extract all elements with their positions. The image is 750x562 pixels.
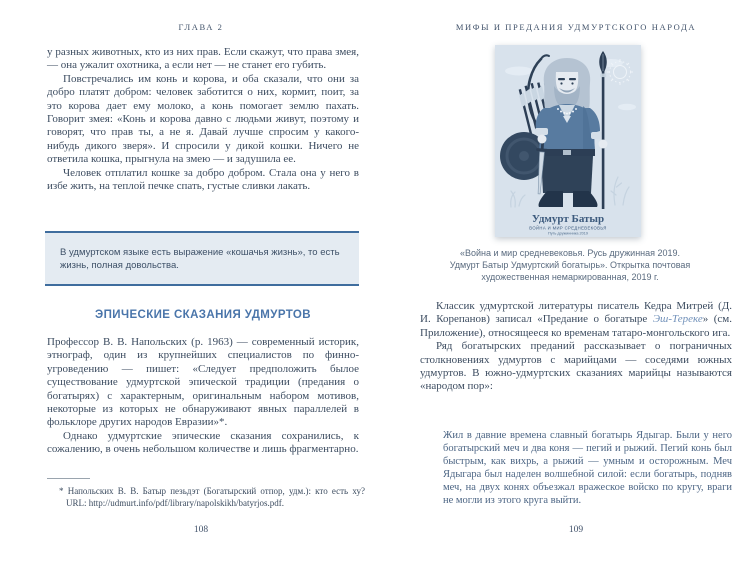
title-reference: Эш-Тереке	[652, 313, 703, 326]
right-hand	[599, 140, 608, 149]
postcard-title: Удмурт Батыр	[531, 213, 605, 225]
caption-line: художественная немаркированная, 2019 г.	[481, 272, 659, 282]
paragraph: Профессор В. В. Напольских (р. 1963) — современный историк, этнограф, один из крупнейших специалистов по финно-угроведению — пишет: «Следует предположить былое существование удмуртской эпической традиции (предания о богатырях) с характерным, оригинальным набором мотивов, некоторые из которых не обнаруживают явных параллелей в фольклоре других народов Евразии»*.	[47, 336, 359, 429]
postcard-illustration	[495, 45, 641, 237]
paragraph: Повстречались им конь и корова, и оба сказали, что они за добро платят добром: человек заботится о них, кормит, поит, за это корова дает ему молоко, а конь помогает землю пахать. Говорит змея: «Конь и корова давно с людьми живут, поэтому и говорят, что прав ты, а не я. Давай лучше спросим у какого-нибудь дикого зверя». И спросили у дикой кошки. Ничего не ответила кошка, прыгнула на змею — и задушила ее.	[47, 72, 359, 166]
left-cuff	[535, 128, 548, 135]
illustration-caption	[410, 247, 730, 283]
paragraph: Ряд богатырских преданий рассказывает о пограничных столкновениях удмуртов с марийцами — соседями южных удмуртов. В южно-удмуртских сказаниях марийцы называются «народом пор»:	[420, 340, 732, 393]
caption-line: Удмурт Батыр Удмуртский богатырь». Открытка почтовая	[449, 260, 691, 270]
lower-tunic	[541, 156, 593, 193]
bogatyr-artwork	[495, 45, 641, 237]
left-body-text-2	[47, 336, 359, 457]
page-number-right: 109	[568, 525, 584, 535]
page-right	[375, 0, 750, 562]
belt-buckle	[563, 150, 571, 155]
paragraph: у разных животных, кто из них прав. Если скажут, что права змея, — она ужалит охотника, а если нет — не станет его губить.	[47, 46, 359, 72]
running-head-chapter: ГЛАВА 2	[178, 22, 224, 32]
footnote: * Напольских В. В. Батыр пезьдэт (Богатырский отпор, удм.): кто есть ху? URL: http://udmurt.info/pdf/library/napolskikh/batyrjos.pdf.	[59, 486, 365, 508]
left-body-text	[47, 46, 359, 193]
text-segment: » (см. Приложение), относящееся ко временам татаро-монгольского ига.	[420, 313, 732, 339]
section-heading: ЭПИЧЕСКИЕ СКАЗАНИЯ УДМУРТОВ	[95, 309, 311, 321]
paragraph	[420, 300, 732, 340]
footnote-divider	[47, 478, 90, 479]
legend-quote: Жил в давние времена славный богатырь Ядыгар. Были у него богатырский меч и два коня — пегий и рыжий. Пегий конь был быстрым, как вихрь, а рыжий — умным и осторожным. Меч Ядыгара был наделен волшебной силой: если богатырь, подняв меч, на двух конях объезжал вражеское войско по кругу, враги не могли из этого круга выйти.	[443, 430, 732, 506]
paragraph: Однако удмуртские эпические сказания сохранились, к сожалению, в очень небольшом количестве и лишь фрагментарно.	[47, 429, 359, 456]
paragraph: Человек отплатил кошке за добро добром. Стала она у него в избе жить, на теплой печке спать, густые сливки лакать.	[47, 166, 359, 193]
right-body-text	[420, 300, 732, 394]
postcard-subsubtitle: Путь дружинника 2019	[548, 231, 588, 236]
left-hand	[538, 135, 547, 144]
caption-line: «Война и мир средневековья. Русь дружинная 2019.	[459, 248, 681, 258]
postcard-subtitle: ВОЙНА И МИР СРЕДНЕВЕКОВЬЯ	[529, 225, 607, 231]
page-number-left: 108	[193, 525, 209, 535]
text-segment: Классик удмуртской литературы писатель Кедра Митрей (Д. И. Корепанов) записал «Предание о богатыре	[420, 300, 732, 326]
running-head-book-title: МИФЫ И ПРЕДАНИЯ УДМУРТСКОГО НАРОДА	[455, 22, 697, 32]
callout-note: В удмуртском языке есть выражение «кошачья жизнь», то есть жизнь, полная довольства.	[45, 231, 359, 286]
